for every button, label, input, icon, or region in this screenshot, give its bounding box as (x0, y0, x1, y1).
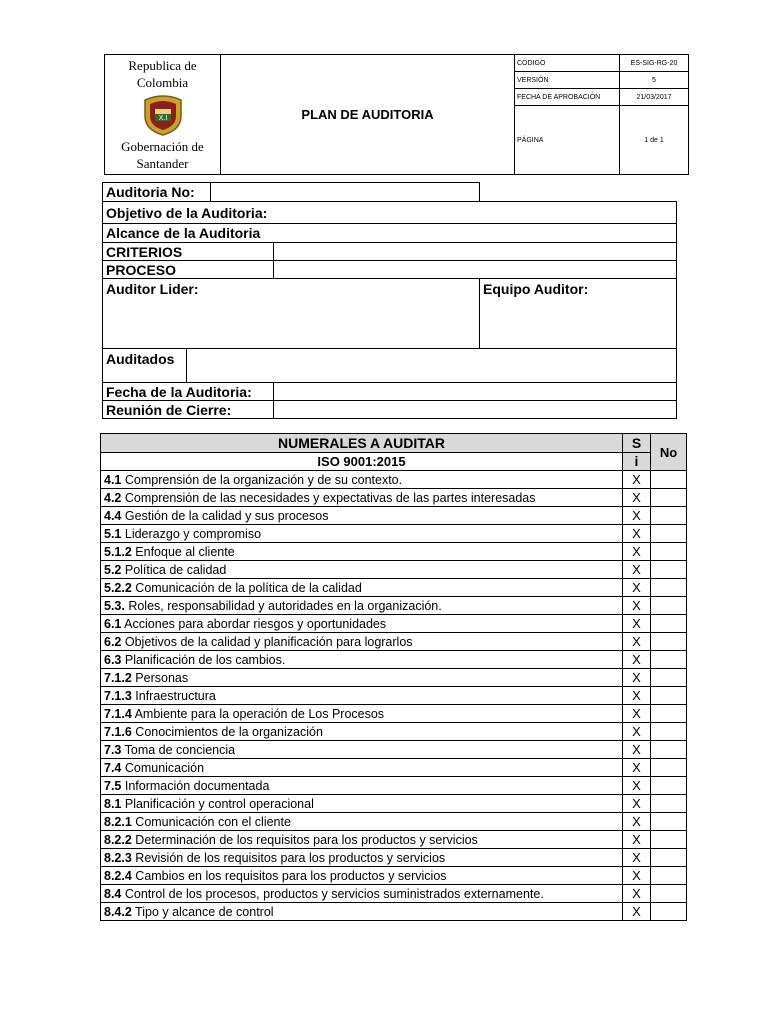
numeral-text: Planificación de los cambios. (121, 652, 286, 667)
auditados-field[interactable] (187, 349, 677, 383)
numeral-cell (101, 561, 623, 579)
numeral-number: 8.2.4 (104, 868, 132, 883)
numeral-cell (101, 831, 623, 849)
table-row (101, 687, 687, 705)
numeral-cell (101, 759, 623, 777)
numeral-text: Personas (131, 670, 189, 685)
table-row (101, 795, 687, 813)
numerales-subtitle: ISO 9001:2015 (101, 453, 623, 471)
no-cell[interactable] (651, 723, 687, 741)
numeral-cell (101, 795, 623, 813)
numeral-number: 7.5 (104, 778, 122, 793)
no-cell[interactable] (651, 867, 687, 885)
no-column-header: No (651, 434, 687, 471)
si-column-header-top: S (623, 434, 651, 453)
auditoria-no-label: Auditoria No: (103, 183, 211, 202)
table-row (101, 723, 687, 741)
si-cell[interactable]: X (623, 705, 651, 723)
numeral-cell (101, 885, 623, 903)
auditoria-no-field[interactable] (211, 183, 480, 202)
dept-line-2: Santander (136, 156, 189, 171)
table-row (101, 813, 687, 831)
auditor-lider-field[interactable]: Auditor Lider: (103, 279, 480, 349)
table-row (101, 525, 687, 543)
objetivo-field[interactable]: Objetivo de la Auditoria: (103, 202, 677, 224)
si-cell[interactable]: X (623, 615, 651, 633)
table-row (101, 489, 687, 507)
fecha-auditoria-label: Fecha de la Auditoria: (103, 383, 274, 401)
numeral-cell (101, 507, 623, 525)
no-cell[interactable] (651, 831, 687, 849)
numeral-number: 7.1.3 (104, 688, 132, 703)
table-row (101, 597, 687, 615)
numeral-cell (101, 777, 623, 795)
si-cell[interactable]: X (623, 579, 651, 597)
numeral-cell (101, 597, 623, 615)
numeral-text: Objetivos de la calidad y planificación para lograrlos (121, 634, 413, 649)
equipo-auditor-field[interactable]: Equipo Auditor: (480, 279, 677, 349)
auditados-label: Auditados (103, 349, 187, 383)
numeral-cell (101, 687, 623, 705)
numeral-text: Cambios en los requisitos para los productos y servicios (131, 868, 447, 883)
numeral-text: Roles, responsabilidad y autoridades en la organización. (124, 598, 442, 613)
numeral-cell (101, 615, 623, 633)
si-cell[interactable]: X (623, 885, 651, 903)
no-cell[interactable] (651, 885, 687, 903)
document-title: PLAN DE AUDITORIA (221, 55, 515, 175)
si-cell[interactable]: X (623, 669, 651, 687)
document-header (104, 54, 689, 175)
si-cell[interactable]: X (623, 597, 651, 615)
no-cell[interactable] (651, 741, 687, 759)
si-cell[interactable]: X (623, 507, 651, 525)
version-label: VERSIÓN (515, 72, 620, 89)
si-cell[interactable]: X (623, 489, 651, 507)
si-cell[interactable]: X (623, 795, 651, 813)
numeral-number: 6.3 (104, 652, 122, 667)
codigo-label: CÓDIGO (515, 55, 620, 72)
org-line-1: Republica de (128, 58, 197, 73)
si-column-header-bottom: i (623, 453, 651, 471)
si-cell[interactable]: X (623, 813, 651, 831)
numeral-number: 7.1.4 (104, 706, 132, 721)
si-cell[interactable]: X (623, 525, 651, 543)
numeral-cell (101, 741, 623, 759)
table-row (101, 615, 687, 633)
numeral-cell (101, 489, 623, 507)
table-row (101, 831, 687, 849)
numeral-cell (101, 579, 623, 597)
numeral-text: Revisión de los requisitos para los productos y servicios (131, 850, 446, 865)
numeral-cell (101, 651, 623, 669)
numeral-text: Liderazgo y compromiso (121, 526, 262, 541)
numeral-text: Enfoque al cliente (131, 544, 235, 559)
codigo-value: ES-SIG-RG-20 (620, 55, 689, 72)
numeral-text: Conocimientos de la organización (131, 724, 323, 739)
table-row (101, 633, 687, 651)
audit-info-form (102, 182, 677, 419)
numeral-text: Política de calidad (121, 562, 227, 577)
numeral-number: 8.2.3 (104, 850, 132, 865)
no-cell[interactable] (651, 669, 687, 687)
si-cell[interactable]: X (623, 777, 651, 795)
version-value: 5 (620, 72, 689, 89)
numeral-text: Información documentada (121, 778, 270, 793)
numeral-cell (101, 849, 623, 867)
proceso-label: PROCESO (103, 261, 274, 279)
crest-lettering: X.I (158, 115, 167, 122)
si-cell[interactable]: X (623, 633, 651, 651)
no-cell[interactable] (651, 849, 687, 867)
numeral-number: 5.1.2 (104, 544, 132, 559)
numerales-table (100, 433, 687, 921)
table-row (101, 849, 687, 867)
no-cell[interactable] (651, 705, 687, 723)
numeral-number: 5.1 (104, 526, 122, 541)
numeral-text: Infraestructura (131, 688, 216, 703)
table-row (101, 903, 687, 921)
numeral-text: Comprensión de las necesidades y expectativas de las partes interesadas (121, 490, 536, 505)
si-cell[interactable]: X (623, 867, 651, 885)
si-cell[interactable]: X (623, 543, 651, 561)
no-cell[interactable] (651, 489, 687, 507)
numeral-number: 8.4.2 (104, 904, 132, 919)
table-row (101, 543, 687, 561)
numeral-number: 5.2 (104, 562, 122, 577)
numeral-text: Comunicación con el cliente (131, 814, 291, 829)
reunion-cierre-label: Reunión de Cierre: (103, 401, 274, 419)
numeral-cell (101, 813, 623, 831)
si-cell[interactable]: X (623, 651, 651, 669)
fecha-aprobacion-label: FECHA DE APROBACIÓN (515, 89, 620, 106)
no-cell[interactable] (651, 687, 687, 705)
si-cell[interactable]: X (623, 759, 651, 777)
numeral-text: Toma de conciencia (121, 742, 236, 757)
si-cell[interactable]: X (623, 849, 651, 867)
si-cell[interactable]: X (623, 561, 651, 579)
numeral-text: Ambiente para la operación de Los Procesos (131, 706, 385, 721)
si-cell[interactable]: X (623, 723, 651, 741)
table-row (101, 885, 687, 903)
numeral-number: 7.4 (104, 760, 122, 775)
numeral-number: 6.2 (104, 634, 122, 649)
numeral-number: 5.3. (104, 598, 125, 613)
numeral-cell (101, 723, 623, 741)
numeral-cell (101, 633, 623, 651)
no-cell[interactable] (651, 597, 687, 615)
si-cell[interactable]: X (623, 741, 651, 759)
dept-line-1: Gobernación de (121, 139, 204, 154)
numerales-title: NUMERALES A AUDITAR (101, 434, 623, 453)
no-cell[interactable] (651, 471, 687, 489)
numeral-cell (101, 705, 623, 723)
no-cell[interactable] (651, 579, 687, 597)
numeral-number: 4.1 (104, 472, 122, 487)
numeral-cell (101, 669, 623, 687)
alcance-field[interactable]: Alcance de la Auditoria (103, 224, 677, 243)
numeral-text: Tipo y alcance de control (131, 904, 274, 919)
numeral-cell (101, 543, 623, 561)
si-cell[interactable]: X (623, 687, 651, 705)
numeral-number: 4.2 (104, 490, 122, 505)
no-cell[interactable] (651, 543, 687, 561)
no-cell[interactable] (651, 525, 687, 543)
table-row (101, 579, 687, 597)
si-cell[interactable]: X (623, 471, 651, 489)
numeral-number: 5.2.2 (104, 580, 132, 595)
pagina-value: 1 de 1 (620, 106, 689, 175)
table-row (101, 471, 687, 489)
numeral-number: 7.1.2 (104, 670, 132, 685)
no-cell[interactable] (651, 615, 687, 633)
numeral-text: Gestión de la calidad y sus procesos (121, 508, 329, 523)
coat-of-arms-icon (141, 94, 185, 136)
table-row (101, 651, 687, 669)
numeral-number: 6.1 (104, 616, 122, 631)
numeral-text: Determinación de los requisitos para los productos y servicios (131, 832, 478, 847)
numeral-cell (101, 867, 623, 885)
table-row (101, 705, 687, 723)
numeral-number: 4.4 (104, 508, 122, 523)
organization-logo-block (105, 55, 221, 175)
org-line-2: Colombia (136, 75, 189, 90)
no-cell[interactable] (651, 651, 687, 669)
fecha-auditoria-field[interactable] (274, 383, 677, 401)
numeral-text: Comunicación (121, 760, 205, 775)
no-cell[interactable] (651, 507, 687, 525)
si-cell[interactable]: X (623, 831, 651, 849)
no-cell[interactable] (651, 777, 687, 795)
numeral-text: Planificación y control operacional (121, 796, 314, 811)
reunion-cierre-field[interactable] (274, 401, 677, 419)
no-cell[interactable] (651, 813, 687, 831)
no-cell[interactable] (651, 759, 687, 777)
numeral-number: 7.3 (104, 742, 122, 757)
numeral-number: 8.2.1 (104, 814, 132, 829)
numeral-text: Control de los procesos, productos y servicios suministrados externamente. (121, 886, 544, 901)
numeral-number: 7.1.6 (104, 724, 132, 739)
numeral-cell (101, 471, 623, 489)
numeral-text: Acciones para abordar riesgos y oportunidades (121, 616, 387, 631)
numeral-number: 8.4 (104, 886, 122, 901)
table-row (101, 561, 687, 579)
no-cell[interactable] (651, 795, 687, 813)
criterios-label: CRITERIOS (103, 243, 274, 261)
numeral-cell (101, 525, 623, 543)
pagina-label: PÁGINA (515, 106, 620, 175)
numeral-cell (101, 903, 623, 921)
numeral-number: 8.2.2 (104, 832, 132, 847)
table-row (101, 867, 687, 885)
criterios-field[interactable] (274, 243, 677, 261)
si-cell[interactable]: X (623, 903, 651, 921)
table-row (101, 777, 687, 795)
fecha-aprobacion-value: 21/03/2017 (620, 89, 689, 106)
table-row (101, 741, 687, 759)
no-cell[interactable] (651, 903, 687, 921)
numeral-number: 8.1 (104, 796, 122, 811)
proceso-field[interactable] (274, 261, 677, 279)
no-cell[interactable] (651, 633, 687, 651)
table-row (101, 507, 687, 525)
table-row (101, 669, 687, 687)
no-cell[interactable] (651, 561, 687, 579)
numeral-text: Comprensión de la organización y de su contexto. (121, 472, 403, 487)
numeral-text: Comunicación de la política de la calidad (131, 580, 362, 595)
table-row (101, 759, 687, 777)
